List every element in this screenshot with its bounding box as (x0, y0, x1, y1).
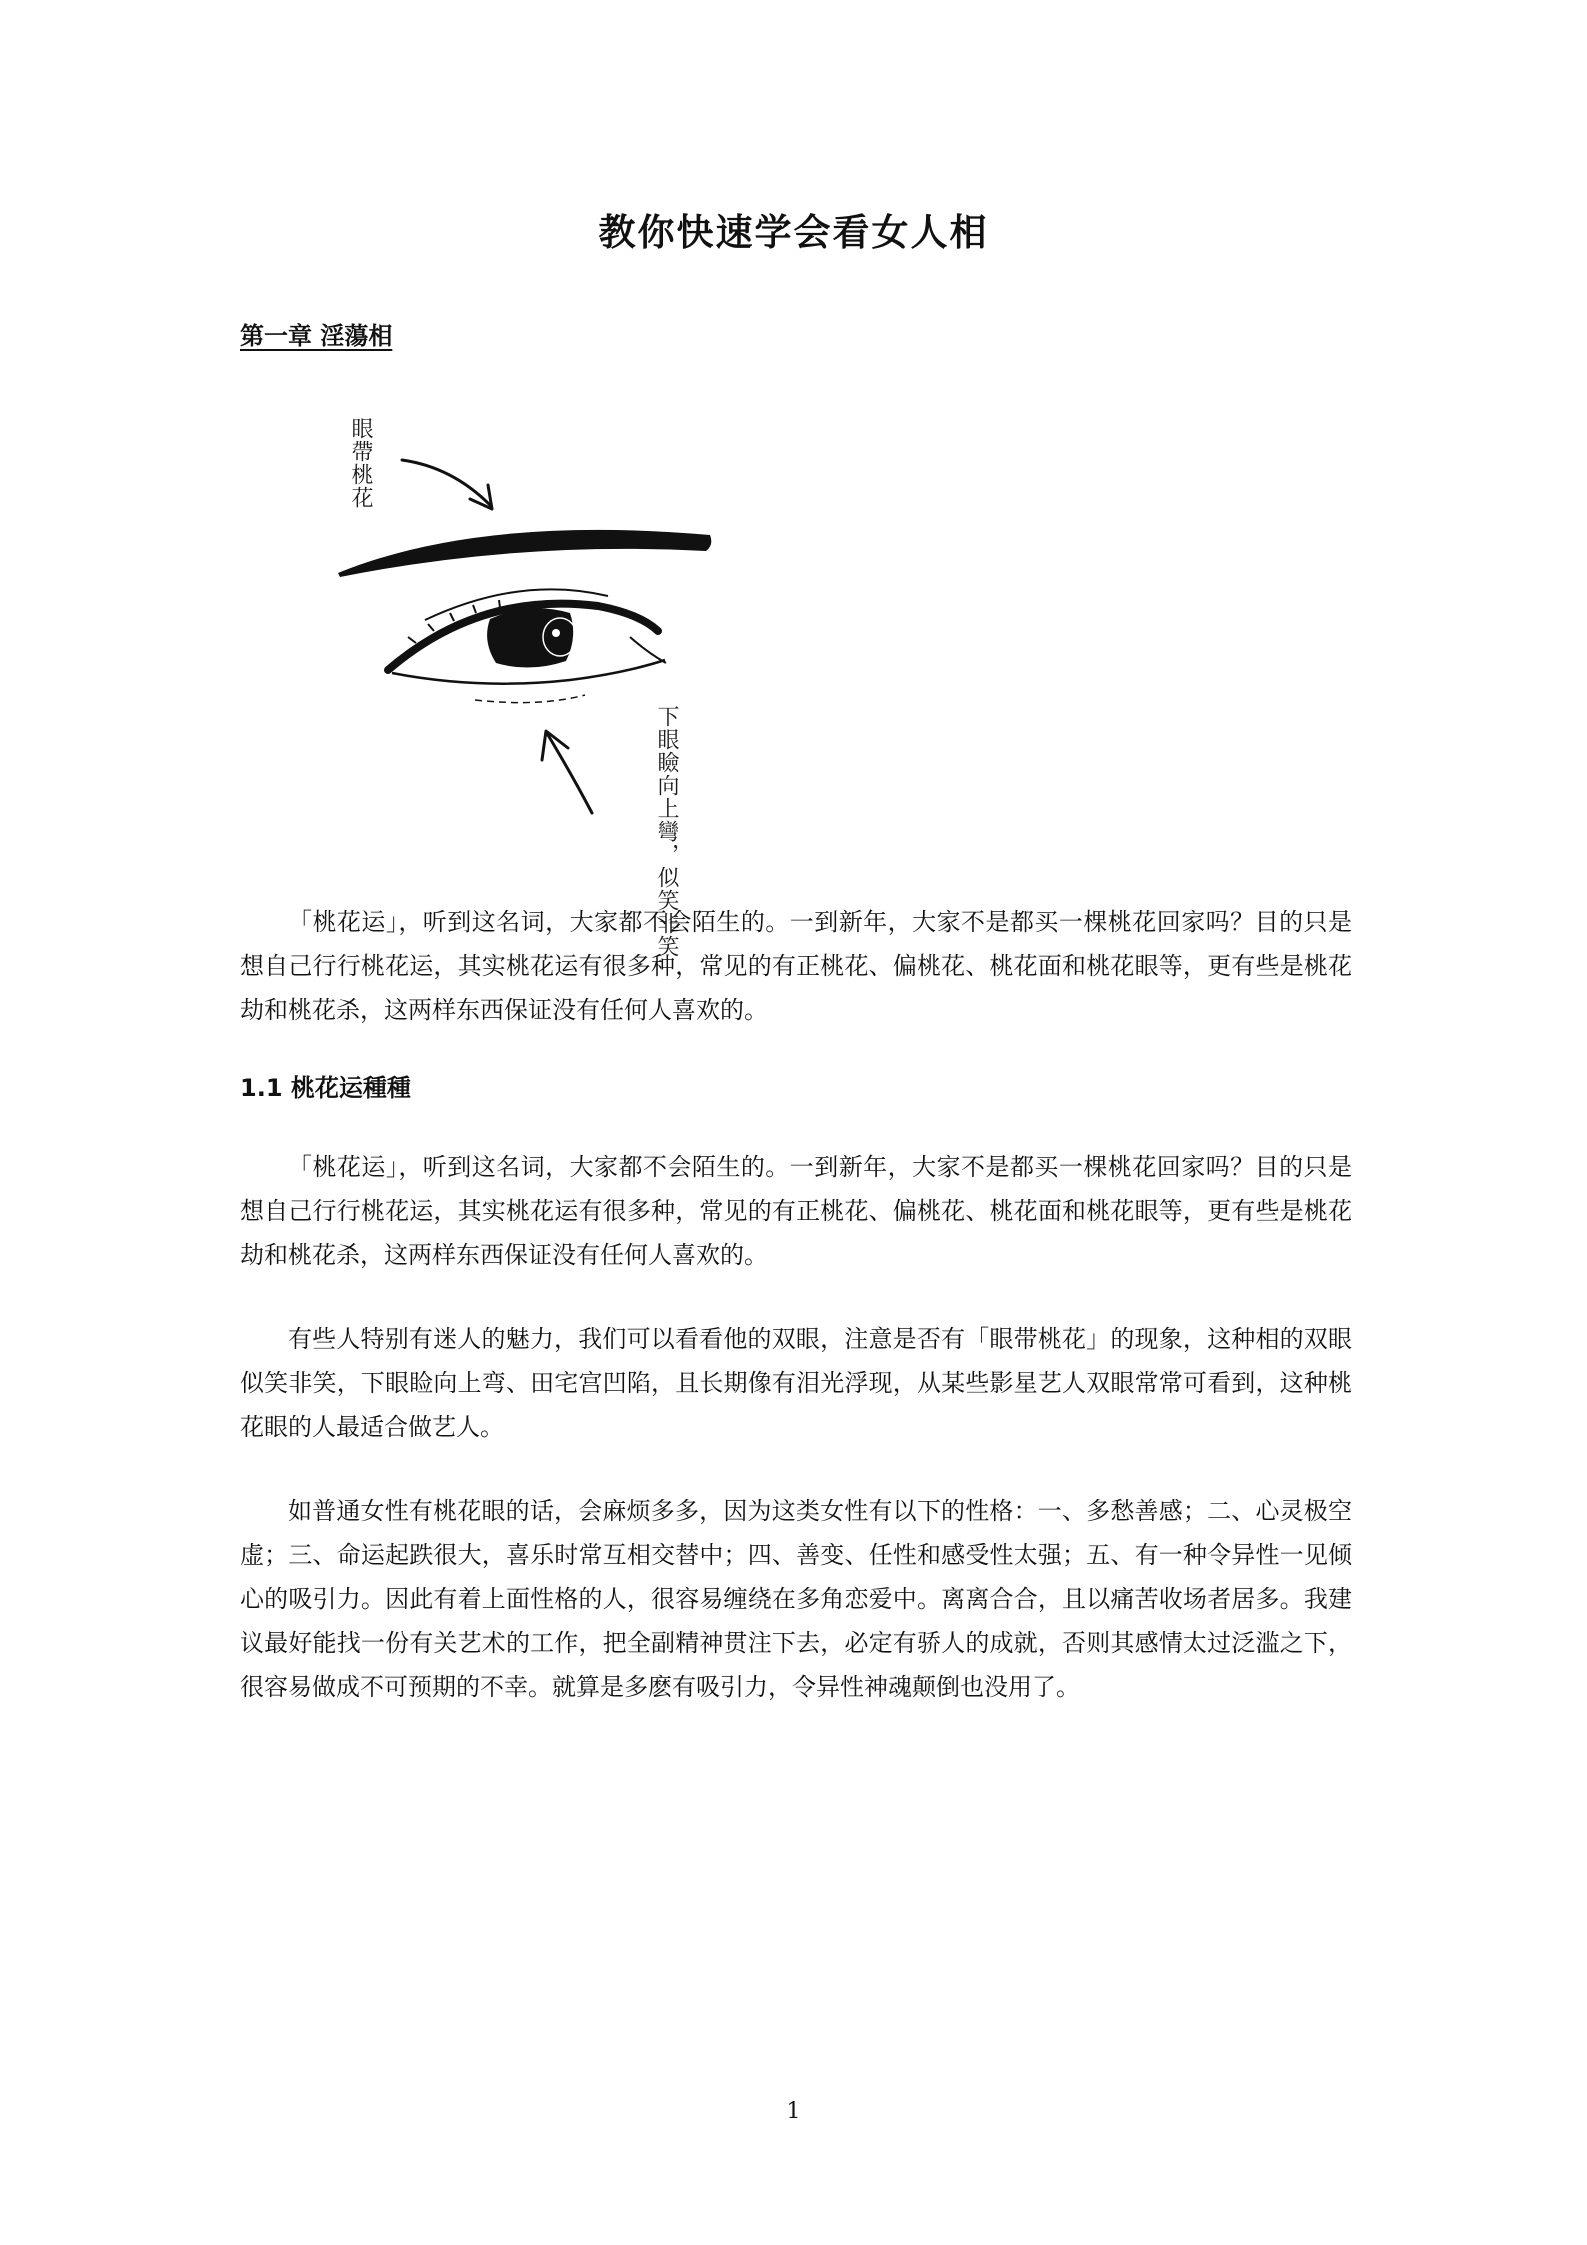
eyebrow (338, 530, 711, 577)
eyelash (499, 600, 500, 608)
eye-illustration (330, 405, 790, 958)
body-paragraph: 「桃花运」，听到这名词，大家都不会陌生的。一到新年，大家不是都买一棵桃花回家吗？目的只是想自己行行桃花运，其实桃花运有很多种，常见的有正桃花、偏桃花、桃花面和桃花眼等，更有些是桃花劫和桃花杀，这两样东西保证没有任何人喜欢的。 (240, 1153, 1352, 1269)
eye-gleam (552, 629, 560, 637)
body-paragraph: 有些人特别有迷人的魅力，我们可以看看他的双眼，注意是否有「眼带桃花」的现象，这种相的双眼似笑非笑，下眼睑向上弯、田宅宫凹陷，且长期像有泪光浮现，从某些影星艺人双眼常常可看到，这种桃花眼的人最适合做艺人。 (240, 1325, 1352, 1441)
figure-label-peach-blossom-eye: 眼帶桃花 (348, 417, 373, 509)
body-paragraph: 如普通女性有桃花眼的话，会麻烦多多，因为这类女性有以下的性格：一、多愁善感；二、心灵极空虚；三、命运起跌很大，喜乐时常互相交替中；四、善变、任性和感受性太强；五、有一种令异性一见倾心的吸引力。因此有着上面性格的人，很容易缠绕在多角恋爱中。离离合合，且以痛苦收场者居多。我建议最好能找一份有关艺术的工作，把全副精神贯注下去，必定有骄人的成就，否则其感情太过泛滥之下，很容易做成不可预期的不幸。就算是多麽有吸引力，令异性神魂颠倒也没用了。 (240, 1497, 1352, 1701)
page-title: 教你快速学会看女人相 (598, 211, 989, 254)
iris (487, 608, 573, 667)
figure-label-smiling-eyelid: 下眼瞼向上彎，似笑非笑 (654, 705, 679, 958)
section-heading: 1.1 桃花运種種 (240, 1074, 411, 1102)
chapter-heading: 第一章 淫蕩相 (240, 322, 393, 350)
eyelash (450, 613, 454, 621)
eye-drawing (330, 405, 790, 958)
eyelash (473, 605, 476, 613)
intro-paragraph: 「桃花运」，听到这名词，大家都不会陌生的。一到新年，大家不是都买一棵桃花回家吗？目的只是想自己行行桃花运，其实桃花运有很多种，常见的有正桃花、偏桃花、桃花面和桃花眼等，更有些是桃花劫和桃花杀，这两样东西保证没有任何人喜欢的。 (240, 908, 1352, 1024)
eye-corner (630, 637, 666, 663)
arrow-top-line (402, 460, 490, 505)
eyelash (428, 624, 434, 631)
arrow-bottom-line (548, 735, 592, 813)
eyelash (408, 637, 416, 643)
page-number: 1 (786, 2099, 801, 2124)
under-eye-line (475, 695, 585, 703)
